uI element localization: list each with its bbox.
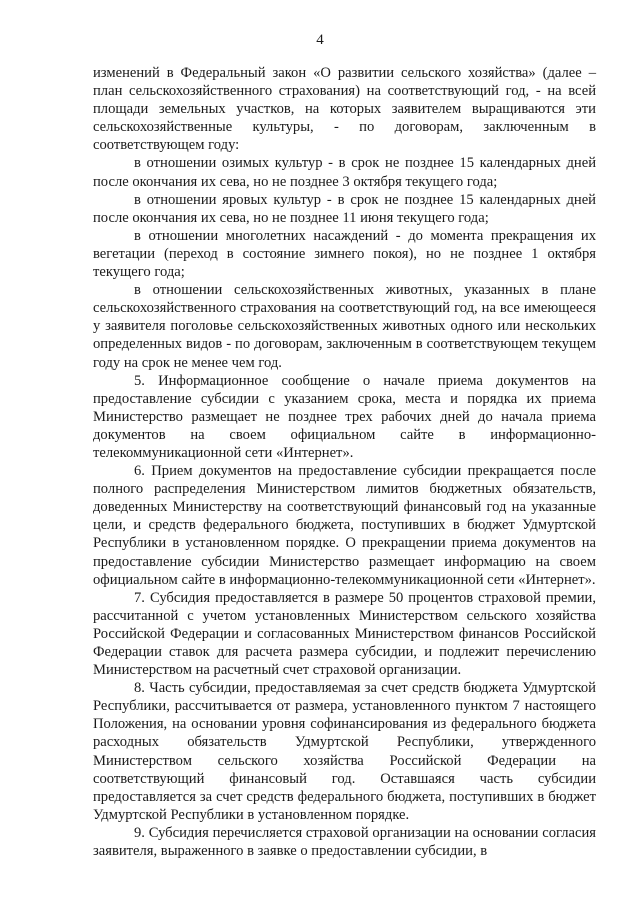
paragraph-clause-6: 6. Прием документов на предоставление субсидии прекращается после полного распределения Министерством лимитов бюджетных обязательств, доведенных Министерству на соответствующий финансовый год на указанные цели, и средств федерального бюджета, поступивших в бюджет Удмуртской Республики в установленном порядке. О прекращении приема документов на предоставление субсидии Министерство размещает информацию на своем официальном сайте в информационно-телекоммуникационной сети «Интернет». [93, 463, 596, 588]
paragraph-clause-5: 5. Информационное сообщение о начале приема документов на предоставление субсидии с указанием срока, места и порядка их приема Министерство размещает не позднее трех рабочих дней до начала приема документов на своем официальном сайте в информационно-телекоммуникационной сети «Интернет». [93, 372, 596, 461]
paragraph-winter-crops: в отношении озимых культур - в срок не позднее 15 календарных дней после окончания их сева, но не позднее 3 октября текущего года; [93, 155, 596, 190]
document-body [93, 64, 596, 860]
paragraph-clause-7: 7. Субсидия предоставляется в размере 50 процентов страховой премии, рассчитанной с учетом установленных Министерством сельского хозяйства Российской Федерации и согласованных Министерством финансов Российской Федерации ставок для расчета размера субсидии, и подлежит перечислению Министерством на расчетный счет страховой организации. [93, 589, 596, 679]
paragraph-clause-8: 8. Часть субсидии, предоставляемая за счет средств бюджета Удмуртской Республики, рассчитывается от размера, установленного пунктом 7 настоящего Положения, на основании уровня софинансирования из федерального бюджета расходных обязательств Удмуртской Республики, утвержденного Министерством сельского хозяйства Российской Федерации на соответствующий финансовый год. Оставшаяся часть субсидии предоставляется за счет средств федерального бюджета, поступивших в бюджет Удмуртской Республики в установленном порядке. [93, 680, 596, 823]
page-number: 4 [316, 32, 324, 48]
paragraph-clause-9: 9. Субсидия перечисляется страховой организации на основании согласия заявителя, выраженного в заявке о предоставлении субсидии, в [93, 824, 596, 860]
paragraph-perennial-plantings: в отношении многолетних насаждений - до момента прекращения их вегетации (переход в состояние зимнего покоя), но не позднее 1 октября текущего года; [93, 227, 596, 281]
paragraph-spring-crops: в отношении яровых культур - в срок не позднее 15 календарных дней после окончания их сева, но не позднее 11 июня текущего года; [93, 191, 596, 226]
paragraph-continuation: изменений в Федеральный закон «О развитии сельского хозяйства» (далее – план сельскохозяйственного страхования) на соответствующий год, - на всей площади земельных участков, на которых заявителем выращиваются эти сельскохозяйственные культуры, - по договорам, заключенным в соответствующем году: [93, 65, 596, 154]
paragraph-farm-animals: в отношении сельскохозяйственных животных, указанных в плане сельскохозяйственного страхования на соответствующий год, на все имеющееся у заявителя поголовье сельскохозяйственных животных одного или нескольких определенных видов - по договорам, заключенным в соответствующем текущем году на срок не менее чем год. [93, 282, 596, 371]
